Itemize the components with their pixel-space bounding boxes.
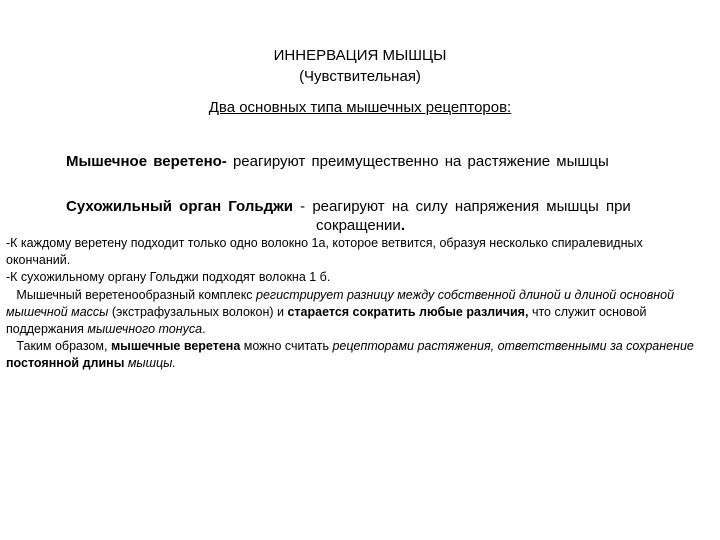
p3-part-a: Мышечный веретенообразный комплекс	[16, 287, 257, 302]
body-text	[6, 235, 710, 373]
p3-part-d: старается сократить любые различия,	[287, 304, 529, 319]
p3-part-b: регистрирует разницу между собственной длиной и длиной основной мышечной массы	[6, 287, 675, 319]
receptor-types-heading-text: Два основных типа мышечных рецепторов:	[208, 99, 512, 116]
muscle-spindle-term: Мышечное веретено-	[66, 153, 227, 170]
golgi-organ-description-end: сокращении	[316, 217, 401, 234]
p4-part-e: постоянной длины	[6, 356, 125, 371]
receptor-muscle-spindle	[66, 153, 609, 171]
receptor-golgi-organ	[66, 197, 686, 235]
p3-part-c: (экстрафузальных волокон) и	[108, 304, 288, 319]
paragraph-conclusion	[6, 338, 710, 372]
receptor-types-heading	[0, 99, 720, 117]
p3-part-e: что служит основой поддержания	[6, 304, 647, 337]
golgi-organ-description-line2	[66, 216, 686, 235]
p4-part-a: Таким образом,	[16, 339, 111, 354]
p3-part-f: мышечного тонуса	[87, 322, 203, 337]
p4-part-f: мышцы.	[124, 356, 176, 371]
muscle-spindle-description: реагируют преимущественно на растяжение мышцы	[226, 153, 609, 170]
paragraph-spindle-complex	[6, 287, 710, 339]
slide-title: ИННЕРВАЦИЯ МЫШЦЫ	[273, 47, 447, 64]
p4-part-c: можно считать	[240, 339, 333, 354]
p4-part-b: мышечные веретена	[110, 339, 241, 354]
golgi-organ-period: .	[400, 217, 405, 234]
golgi-organ-description: - реагируют на силу напряжения мышцы при	[292, 198, 631, 215]
p3-part-g: .	[202, 322, 206, 337]
p4-part-d: рецепторами растяжения, ответственными за сохранение	[332, 339, 694, 354]
paragraph-golgi-fibers: -К сухожильному органу Гольджи подходят волокна 1 б.	[6, 270, 331, 285]
paragraph-spindle-fibers: -К каждому веретену подходит только одно волокно 1а, которое ветвится, образуя несколько спиралевидных окончаний.	[6, 236, 643, 268]
golgi-organ-term: Сухожильный орган Гольджи	[66, 198, 293, 215]
slide-subtitle: (Чувствительная)	[299, 68, 421, 85]
